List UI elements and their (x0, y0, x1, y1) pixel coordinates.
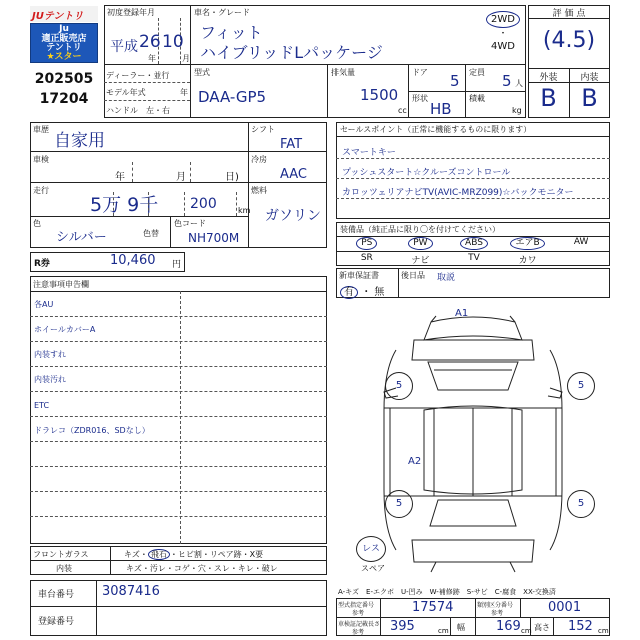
displacement-value: 1500 (360, 86, 399, 104)
badge-store: 適正販売店 (41, 34, 87, 44)
selling-point-item: プッシュスタート☆クルーズコントロール (342, 168, 511, 178)
warranty-label: 新車保証書 (339, 271, 379, 280)
spare-tire: レス (356, 536, 386, 562)
car-name-label: 車名・グレード (194, 8, 250, 17)
notes-title: 注意事項申告欄 (33, 280, 89, 289)
logo-brand: JUテントリ (32, 11, 84, 22)
fuel-label: 燃料 (251, 186, 267, 195)
badge-tentori: テントリ (46, 43, 82, 53)
registration-label: 登録番号 (38, 617, 75, 627)
drive-4wd: 4WD (491, 41, 515, 52)
dealer-label: ディーラー・並行 (106, 71, 170, 80)
inspection-label: 車検 (33, 155, 49, 164)
selling-point-item: カロッツェリアナビTV(AVIC-MRZ099)☆バックモニター (342, 188, 574, 198)
mileage-value: 5万 9千 (90, 194, 159, 216)
doors-label: ドア (412, 68, 428, 77)
equipment-title: 装備品（純正品に限り〇を付けてください） (340, 225, 500, 234)
history-label: 後日品 (401, 271, 425, 280)
interior-row-label: 内装 (56, 564, 72, 573)
capacity-label: 定員 (469, 68, 485, 77)
dealer-badge (30, 23, 98, 63)
inspection-month-unit: 月 (176, 172, 186, 183)
type-value: DAA-GP5 (198, 88, 267, 106)
warranty-sep: ・ (361, 287, 372, 298)
tire-front-left: 5 (385, 372, 413, 400)
model-year-label: モデル年式 (106, 88, 146, 97)
rating-label: 評 価 点 (552, 9, 586, 19)
fuel-value: ガソリン (265, 208, 321, 224)
warranty-value (340, 283, 384, 299)
history-value: 取説 (437, 273, 456, 283)
first-reg-era: 平成 (110, 39, 138, 55)
recycle-value: 10,460 (110, 253, 156, 268)
interior-grade: B (581, 84, 598, 112)
height-unit: cm (598, 627, 609, 635)
note-item: ホイールカバーA (34, 325, 96, 334)
recycle-block (30, 252, 185, 272)
equipment-leather: カワ (518, 256, 537, 266)
model-designation-value: 17574 (412, 600, 454, 615)
ac-label: 冷房 (251, 155, 267, 164)
warranty-yes: 有 (340, 286, 358, 299)
glass-chip-marked: 飛石 (148, 549, 170, 560)
first-reg-month: 10 (162, 32, 184, 52)
equipment-pw: PW (408, 237, 432, 250)
note-item: ETC (34, 401, 50, 410)
glass-options (124, 549, 263, 560)
equipment-ps: PS (356, 237, 377, 250)
badge-star: ★スター (46, 52, 82, 62)
length-sub: 参考 (352, 629, 365, 636)
displacement-label: 排気量 (331, 68, 355, 77)
handle-label: ハンドル 左・右 (106, 106, 170, 115)
height-label: 高さ (534, 623, 550, 632)
spare-label: スペア (361, 564, 385, 573)
color-code-label: 色コード (174, 219, 206, 228)
exterior-grade: B (540, 84, 557, 112)
mileage-unit-value: 200 (190, 196, 217, 212)
damage-legend: A-キズ E-エクボ U-凹み W-補修跡 S-サビ C-腐食 XX-交換済 (338, 588, 556, 596)
car-grade: ハイブリッドLパッケージ (200, 43, 383, 62)
type-label: 型式 (194, 68, 210, 77)
glass-text-post: ・ヒビ割・リペア跡・X要 (169, 550, 264, 559)
width-unit: cm (521, 627, 532, 635)
note-item: 内装汚れ (34, 375, 66, 384)
interior-label: 内装 (580, 73, 599, 83)
chassis-value: 3087416 (102, 584, 160, 599)
usage-label: 車歴 (33, 125, 49, 134)
car-name: フィット (200, 23, 263, 42)
inspection-day-unit: 日) (225, 172, 239, 183)
first-reg-year: 26 (139, 32, 161, 52)
warranty-no: 無 (374, 287, 385, 298)
class-number-label: 類別区分番号 (477, 602, 514, 609)
recycle-unit: 円 (172, 260, 182, 270)
color-value: シルバー (56, 230, 107, 245)
class-number-value: 0001 (548, 600, 582, 615)
drive-2wd: 2WD (486, 11, 520, 28)
note-item: ドラレコ（ZDR016、SDなし） (34, 426, 150, 435)
equipment-abs: ABS (460, 237, 488, 250)
model-year-unit: 年 (180, 88, 188, 97)
rating-score: (4.5) (542, 28, 596, 53)
length-unit: cm (438, 627, 449, 635)
length-value: 395 (390, 619, 415, 634)
ref-number-top: 202505 (34, 71, 94, 87)
ac-value: AAC (280, 167, 307, 182)
diagram-mark-a2: A2 (408, 456, 422, 467)
class-number-sub: 参考 (491, 610, 504, 617)
ref-number-bottom: 17204 (39, 91, 89, 107)
selling-point-item: スマートキー (342, 148, 396, 158)
shape-value: HB (430, 100, 452, 118)
chassis-label: 車台番号 (38, 590, 75, 600)
inspection-year-unit: 年 (115, 172, 125, 183)
badge-ju: Ju (59, 24, 69, 34)
interior-row-options: キズ・汚レ・コゲ・穴・スレ・キレ・破レ (126, 564, 278, 573)
recycle-label: R券 (34, 259, 50, 269)
equipment-row-2 (340, 253, 608, 265)
glass-text-pre: キズ・ (124, 550, 148, 559)
color-repaint-label: 色替 (143, 229, 159, 238)
color-label: 色 (33, 219, 41, 228)
model-designation-sub: 参考 (352, 610, 365, 617)
mileage-label: 走行 (33, 186, 49, 195)
capacity-value: 5 (502, 72, 512, 90)
cc-unit: cc (398, 106, 407, 115)
tire-rear-right: 5 (567, 490, 595, 518)
width-label: 幅 (457, 623, 465, 632)
equipment-navi: ナビ (411, 256, 430, 266)
equipment-row-1 (340, 237, 608, 251)
shift-label: シフト (251, 125, 275, 134)
tire-front-right: 5 (567, 372, 595, 400)
month-unit: 月 (182, 54, 190, 63)
equipment-sr: SR (360, 253, 373, 263)
drive-dot: ・ (498, 29, 508, 39)
first-reg-label: 初度登録年月 (107, 8, 155, 17)
color-code: NH700M (188, 231, 240, 245)
shape-label: 形状 (412, 94, 428, 103)
glass-label: フロントガラス (33, 550, 89, 559)
load-unit: kg (512, 106, 522, 115)
height-value: 152 (568, 619, 593, 634)
length-label: 車検証記載長さ (338, 621, 381, 628)
width-value: 169 (496, 619, 521, 634)
shift-value: FAT (280, 137, 303, 152)
equipment-tv: TV (468, 253, 480, 263)
load-label: 積載 (469, 94, 485, 103)
usage-value: 自家用 (54, 131, 105, 151)
doors-value: 5 (450, 72, 460, 90)
equipment-airbag: エアB (510, 237, 544, 250)
note-item: 各AU (34, 300, 54, 309)
equipment-aw: AW (573, 237, 589, 247)
mileage-unit: km (238, 206, 251, 215)
chassis-block (30, 580, 327, 636)
jutentori-logo (30, 6, 98, 22)
tire-rear-left: 5 (385, 490, 413, 518)
model-designation-label: 型式指定番号 (338, 602, 375, 609)
note-item: 内装すれ (34, 350, 66, 359)
selling-points-title: セールスポイント（正常に機能するものに限ります） (340, 125, 532, 134)
year-unit: 年 (148, 54, 156, 63)
exterior-label: 外装 (539, 73, 558, 83)
diagram-mark-a1: A1 (455, 308, 469, 319)
capacity-unit: 人 (515, 79, 523, 88)
